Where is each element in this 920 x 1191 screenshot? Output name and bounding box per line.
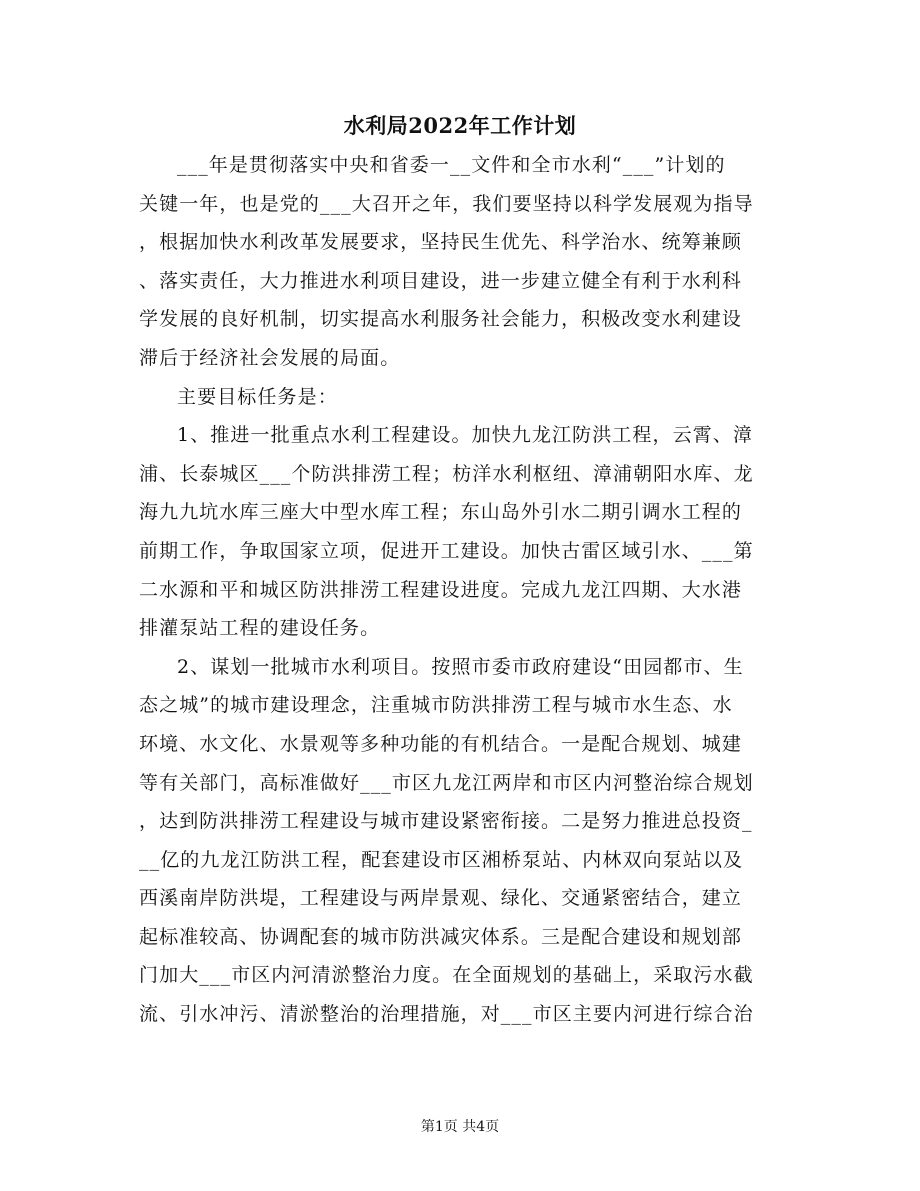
text-line: 1、推进一批重点水利工程建设。加快九龙江防洪工程，云霄、漳 xyxy=(177,424,753,447)
text-line: 关键一年，也是党的___大召开之年，我们要坚持以科学发展观为指导 xyxy=(139,192,754,215)
text-line: 二水源和平和城区防洪排涝工程建设进度。完成九龙江四期、大水港 xyxy=(139,578,743,601)
text-line: 排灌泵站工程的建设任务。 xyxy=(139,617,381,640)
text-line: __亿的九龙江防洪工程，配套建设市区湘桥泵站、内林双向泵站以及 xyxy=(139,848,744,871)
text-line: 环境、水文化、水景观等多种功能的有机结合。一是配合规划、城建 xyxy=(139,732,743,755)
text-line: 等有关部门，高标准做好___市区九龙江两岸和市区内河整治综合规划 xyxy=(139,771,754,794)
text-line: 浦、长泰城区___个防洪排涝工程；枋洋水利枢纽、漳浦朝阳水库、龙 xyxy=(139,462,754,485)
text-line: ___年是贯彻落实中央和省委一__文件和全市水利“___”计划的 xyxy=(177,154,726,176)
text-line: 态之城”的城市建设理念，注重城市防洪排涝工程与城市水生态、水 xyxy=(139,694,733,717)
text-line: 滞后于经济社会发展的局面。 xyxy=(139,346,401,369)
text-line: 门加大___市区内河清淤整治力度。在全面规划的基础上，采取污水截 xyxy=(139,964,754,987)
text-line: 学发展的良好机制，切实提高水利服务社会能力，积极改变水利建设 xyxy=(139,308,743,331)
text-line: ，达到防洪排涝工程建设与城市建设紧密衔接。二是努力推进总投资_ xyxy=(139,810,753,833)
text-line: ，根据加快水利改革发展要求，坚持民生优先、科学治水、统筹兼顾 xyxy=(139,231,743,254)
document-title: 水利局2022年工作计划 xyxy=(343,113,577,138)
section-heading: 主要目标任务是： xyxy=(177,385,338,408)
document-body xyxy=(139,146,779,1034)
text-line: 海九九坑水库三座大中型水库工程；东山岛外引水二期引调水工程的 xyxy=(139,501,743,524)
page-number: 第1页 共4页 xyxy=(420,1119,500,1135)
text-line: 前期工作，争取国家立项，促进开工建设。加快古雷区域引水、___第 xyxy=(139,539,754,562)
text-line: 西溪南岸防洪堤，工程建设与两岸景观、绿化、交通紧密结合，建立 xyxy=(139,887,743,910)
text-line: 流、引水冲污、清淤整治的治理措施，对___市区主要内河进行综合治 xyxy=(139,1003,754,1026)
text-line: 起标准较高、协调配套的城市防洪减灾体系。三是配合建设和规划部 xyxy=(139,925,743,948)
text-line: 2、谋划一批城市水利项目。按照市委市政府建设“田园都市、生 xyxy=(177,655,744,678)
text-line: 、落实责任，大力推进水利项目建设，进一步建立健全有利于水利科 xyxy=(139,269,743,292)
